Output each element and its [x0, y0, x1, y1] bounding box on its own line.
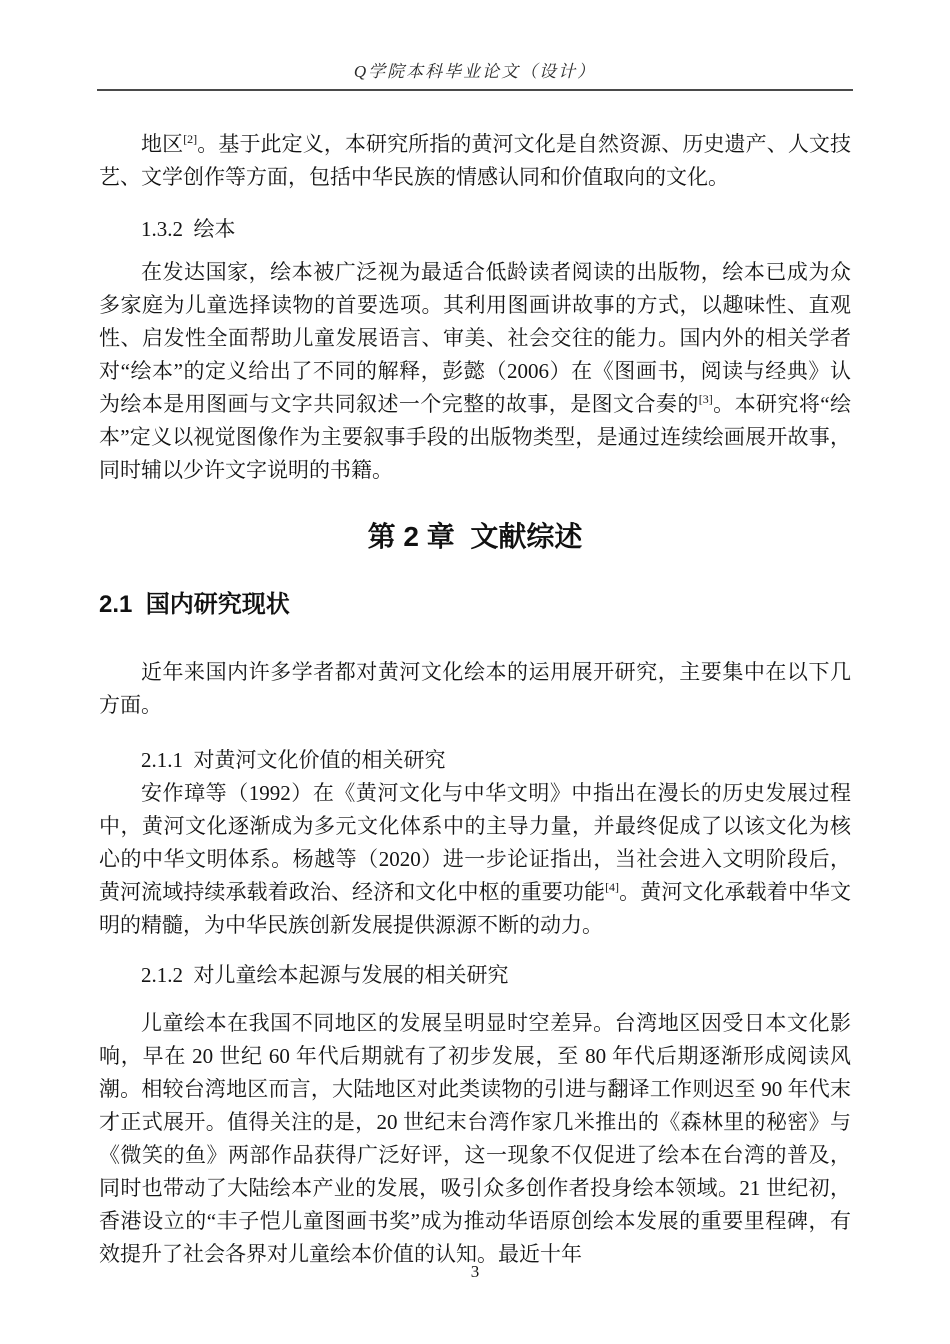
paragraph-yellow-river-definition — [99, 128, 851, 194]
paragraph-picture-book-definition — [99, 256, 851, 487]
text-segment: 安作璋等（1992）在《黄河文化与中华文明》中指出在漫长的历史发展过程中，黄河文化逐渐成为多元文化体系中的主导力量，并最终促成了以该文化为核心的中华文明体系。杨越等（2020）进一步论证指出，当社会进入文明阶段后，黄河流域持续承载着政治、经济和文化中枢的重要功能 — [99, 781, 851, 904]
text-segment: 在发达国家，绘本被广泛视为最适合低龄读者阅读的出版物，绘本已成为众多家庭为儿童选择读物的首要选项。其利用图画讲故事的方式，以趣味性、直观性、启发性全面帮助儿童发展语言、审美、社会交往的能力。国内外的相关学者对“绘本”的定义给出了不同的解释，彭懿（2006）在《图画书，阅读与经典》认为绘本是用图画与文字共同叙述一个完整的故事，是图文合奏的 — [99, 260, 851, 416]
header-title: Q学院本科毕业论文（设计） — [353, 62, 597, 81]
text-segment: 。本研究将“绘本”定义以视觉图像作为主要叙事手段的出版物类型，是通过连续绘画展开故事，同时辅以少许文字说明的书籍。 — [99, 392, 852, 482]
page-footer — [0, 1262, 950, 1282]
citation-superscript: [2] — [183, 132, 198, 146]
page-number: 3 — [470, 1262, 480, 1281]
subheading-2-1-2-picture-book-origin: 2.1.2 对儿童绘本起源与发展的相关研究 — [141, 963, 509, 987]
section-heading-2-1-domestic-research: 2.1 国内研究现状 — [99, 591, 290, 618]
citation-superscript: [4] — [605, 880, 620, 894]
citation-superscript: [3] — [698, 392, 713, 406]
text-segment: 。基于此定义，本研究所指的黄河文化是自然资源、历史遗产、人文技艺、文学创作等方面，包括中华民族的情感认同和价值取向的文化。 — [99, 132, 852, 189]
subheading-2-1-1-yellow-river-value: 2.1.1 对黄河文化价值的相关研究 — [141, 748, 446, 772]
paragraph-recent-research-overview: 近年来国内许多学者都对黄河文化绘本的运用展开研究，主要集中在以下几方面。 — [99, 660, 851, 717]
paragraph-yellow-river-value-research — [99, 777, 851, 942]
chapter-title-literature-review: 第 2 章 文献综述 — [367, 521, 583, 552]
page-header — [97, 0, 853, 91]
text-segment: 地区 — [141, 132, 184, 156]
subheading-1-3-2-huiben: 1.3.2 绘本 — [141, 217, 236, 241]
paragraph-picture-book-origin-research: 儿童绘本在我国不同地区的发展呈明显时空差异。台湾地区因受日本文化影响，早在 20 世纪 60 年代后期就有了初步发展，至 80 年代后期逐渐形成阅读风潮。相较台湾地区而言，大陆地区对此类读物的引进与翻译工作则迟至 90 年代末才正式展开。值得关注的是，20 世纪末台湾作家几米推出的《森林里的秘密》与《微笑的鱼》两部作品获得广泛好评，这一现象不仅促进了绘本在台湾的普及，同时也带动了大陆绘本产业的发展，吸引众多创作者投身绘本领域。21 世纪初，香港设立的“丰子恺儿童图画书奖”成为推动华语原创绘本发展的重要里程碑，有效提升了社会各界对儿童绘本价值的认知。最近十年 — [99, 1011, 851, 1266]
page-content — [99, 128, 851, 1271]
text-segment: 。黄河文化承载着中华文明的精髓，为中华民族创新发展提供源源不断的动力。 — [99, 880, 852, 937]
